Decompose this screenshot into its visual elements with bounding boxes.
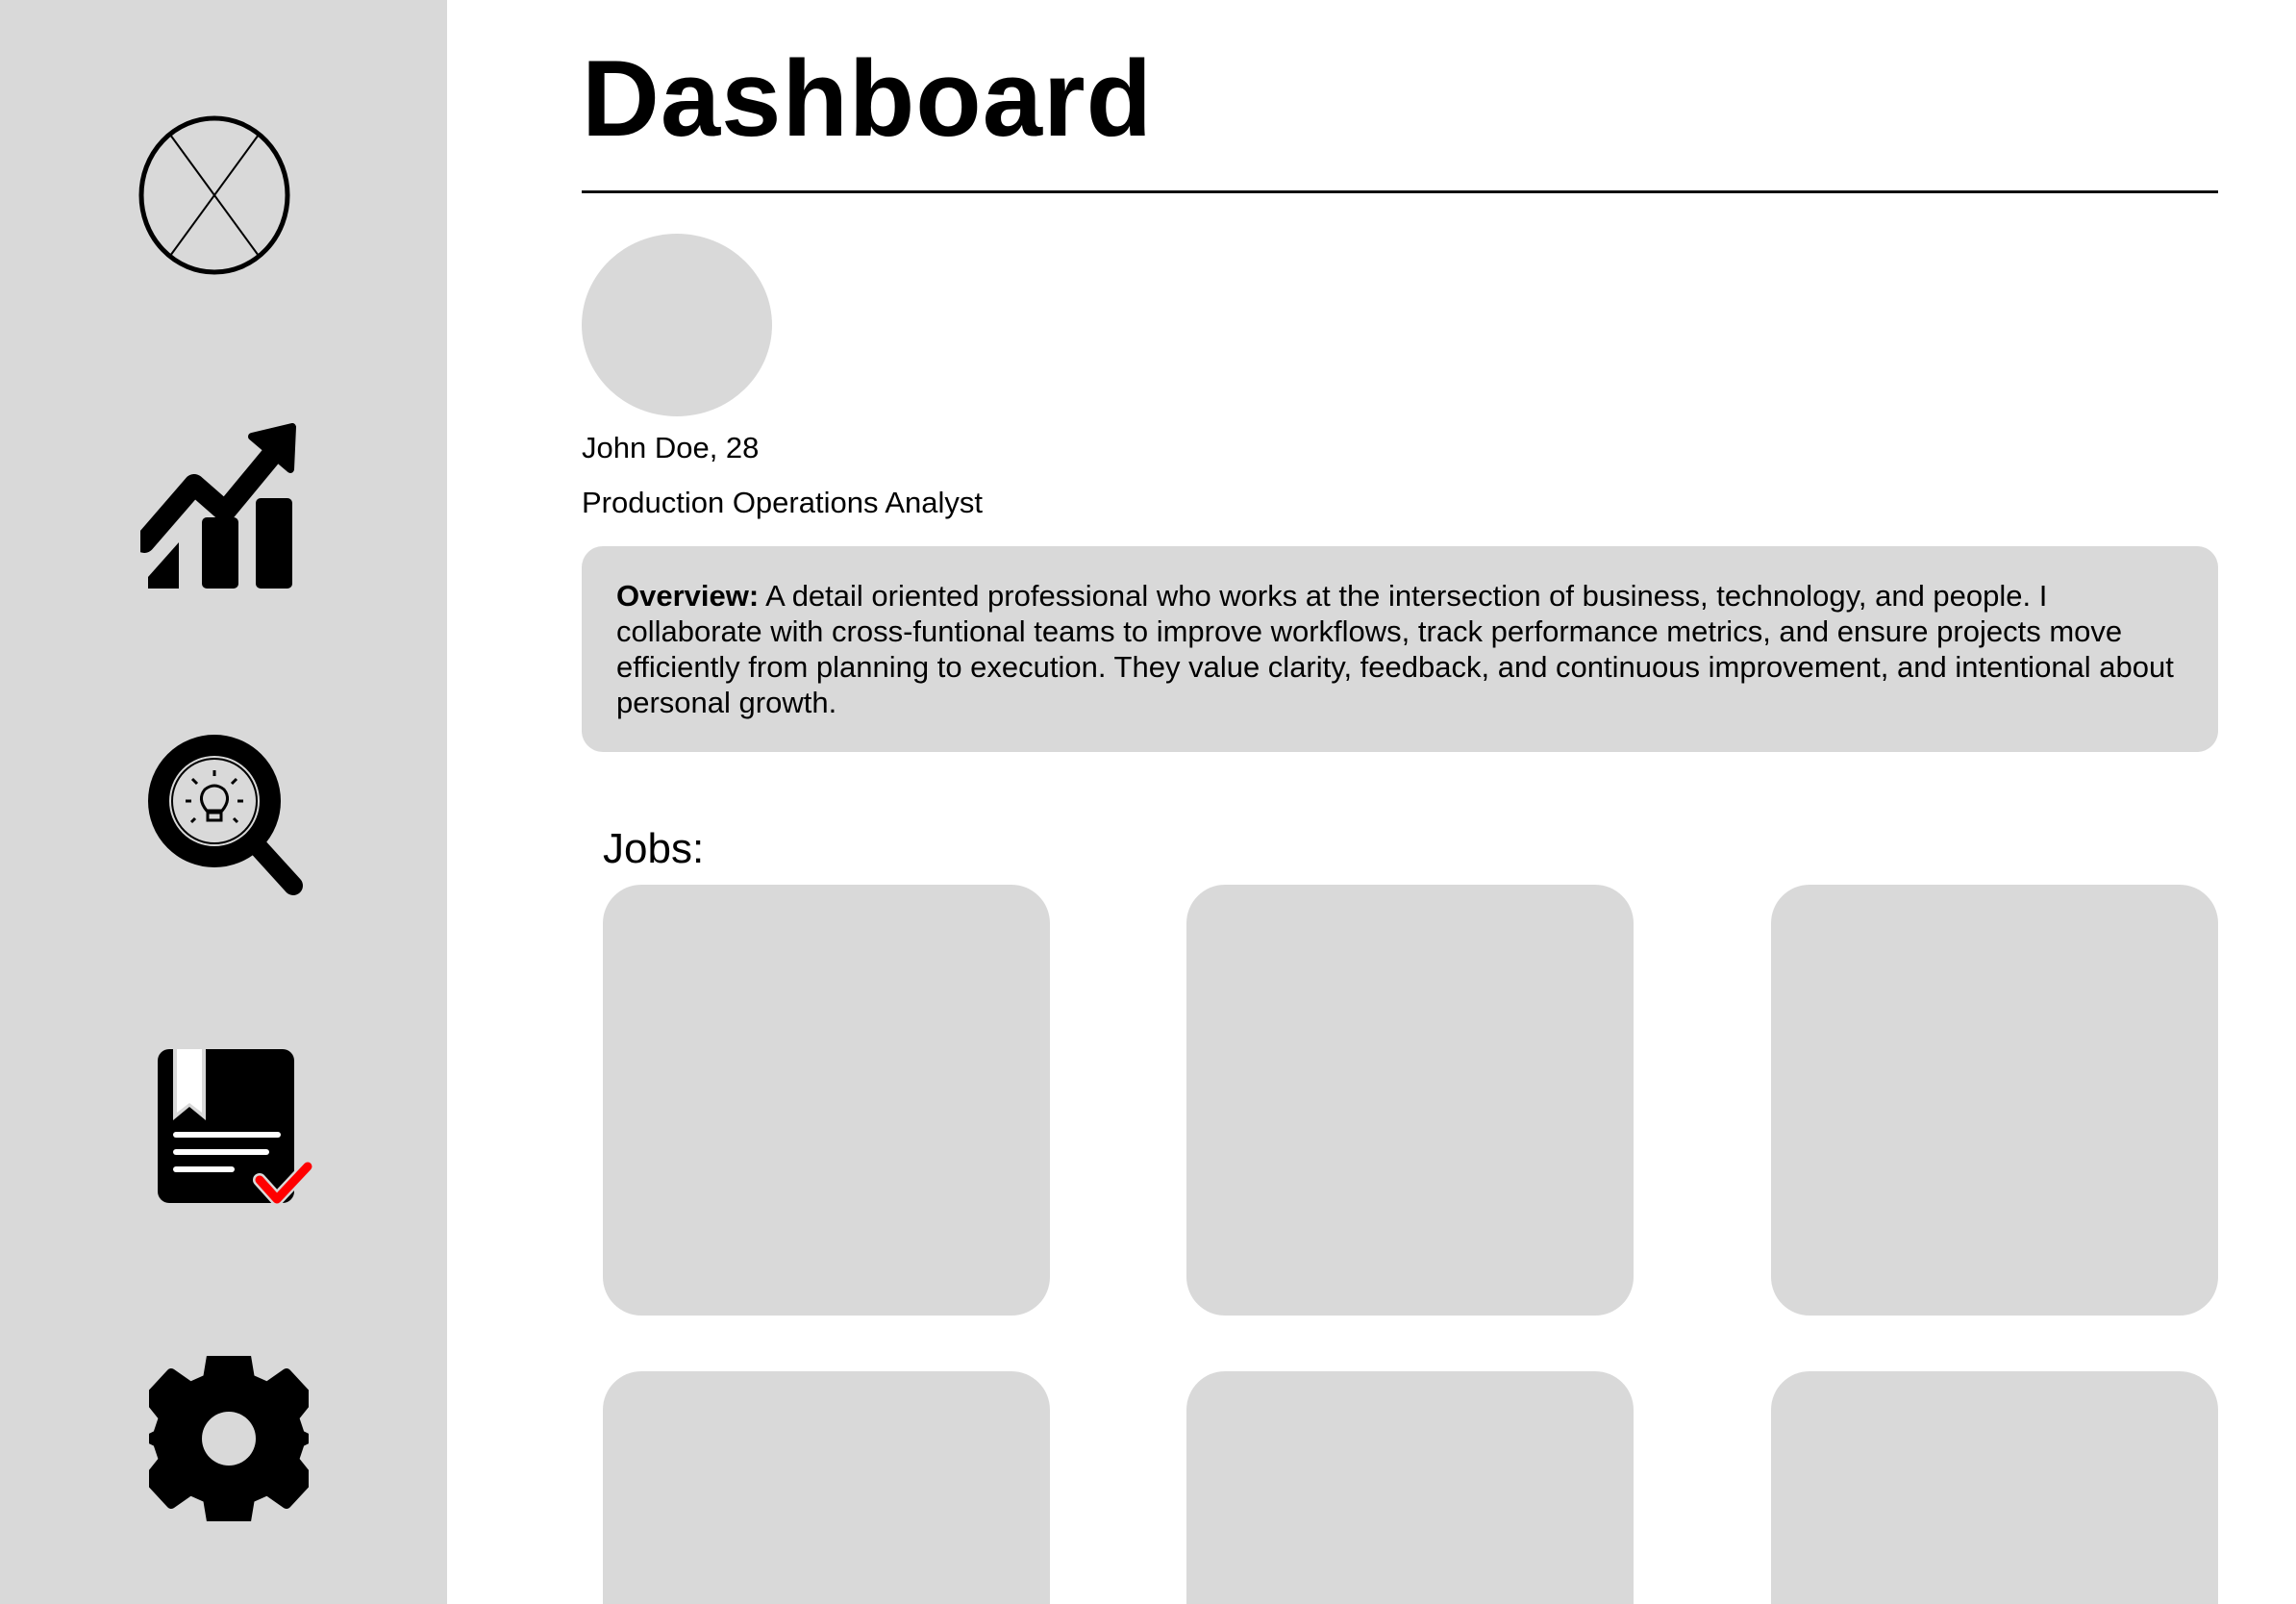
sidebar-item-insights[interactable] [147,734,307,899]
document-check-icon [154,1045,313,1213]
overview-label: Overview: [616,579,760,613]
sidebar [0,0,447,1604]
sidebar-item-logo[interactable] [137,113,291,277]
title-divider [582,190,2218,193]
job-card[interactable] [603,1371,1050,1604]
overview-panel [582,546,2218,752]
overview-text: A detail oriented professional who works at the intersection of business, technology, and people. I collaborate with cross-funtional teams to improve workflows, track performance metrics, and ensure projects move efficiently from planning to execution. They value clarity, feedback, and continuous improvement, and intentional about personal growth. [616,579,2174,719]
job-card[interactable] [1186,885,1634,1316]
gear-icon [149,1356,309,1521]
job-card[interactable] [1186,1371,1634,1604]
circle-cross-icon [137,113,291,277]
job-card[interactable] [1771,885,2218,1316]
sidebar-item-settings[interactable] [149,1356,309,1521]
main-content [447,0,2296,1604]
profile-name-age: John Doe, 28 [582,431,760,464]
growth-chart-icon [140,423,296,589]
sidebar-item-analytics[interactable] [140,423,296,589]
magnifier-lightbulb-icon [147,734,307,899]
profile-role: Production Operations Analyst [582,486,984,519]
jobs-heading: Jobs: [603,825,705,872]
sidebar-item-resume[interactable] [154,1045,313,1213]
avatar[interactable] [582,234,772,416]
job-card[interactable] [1771,1371,2218,1604]
job-card[interactable] [603,885,1050,1316]
page-title: Dashboard [582,38,1153,159]
